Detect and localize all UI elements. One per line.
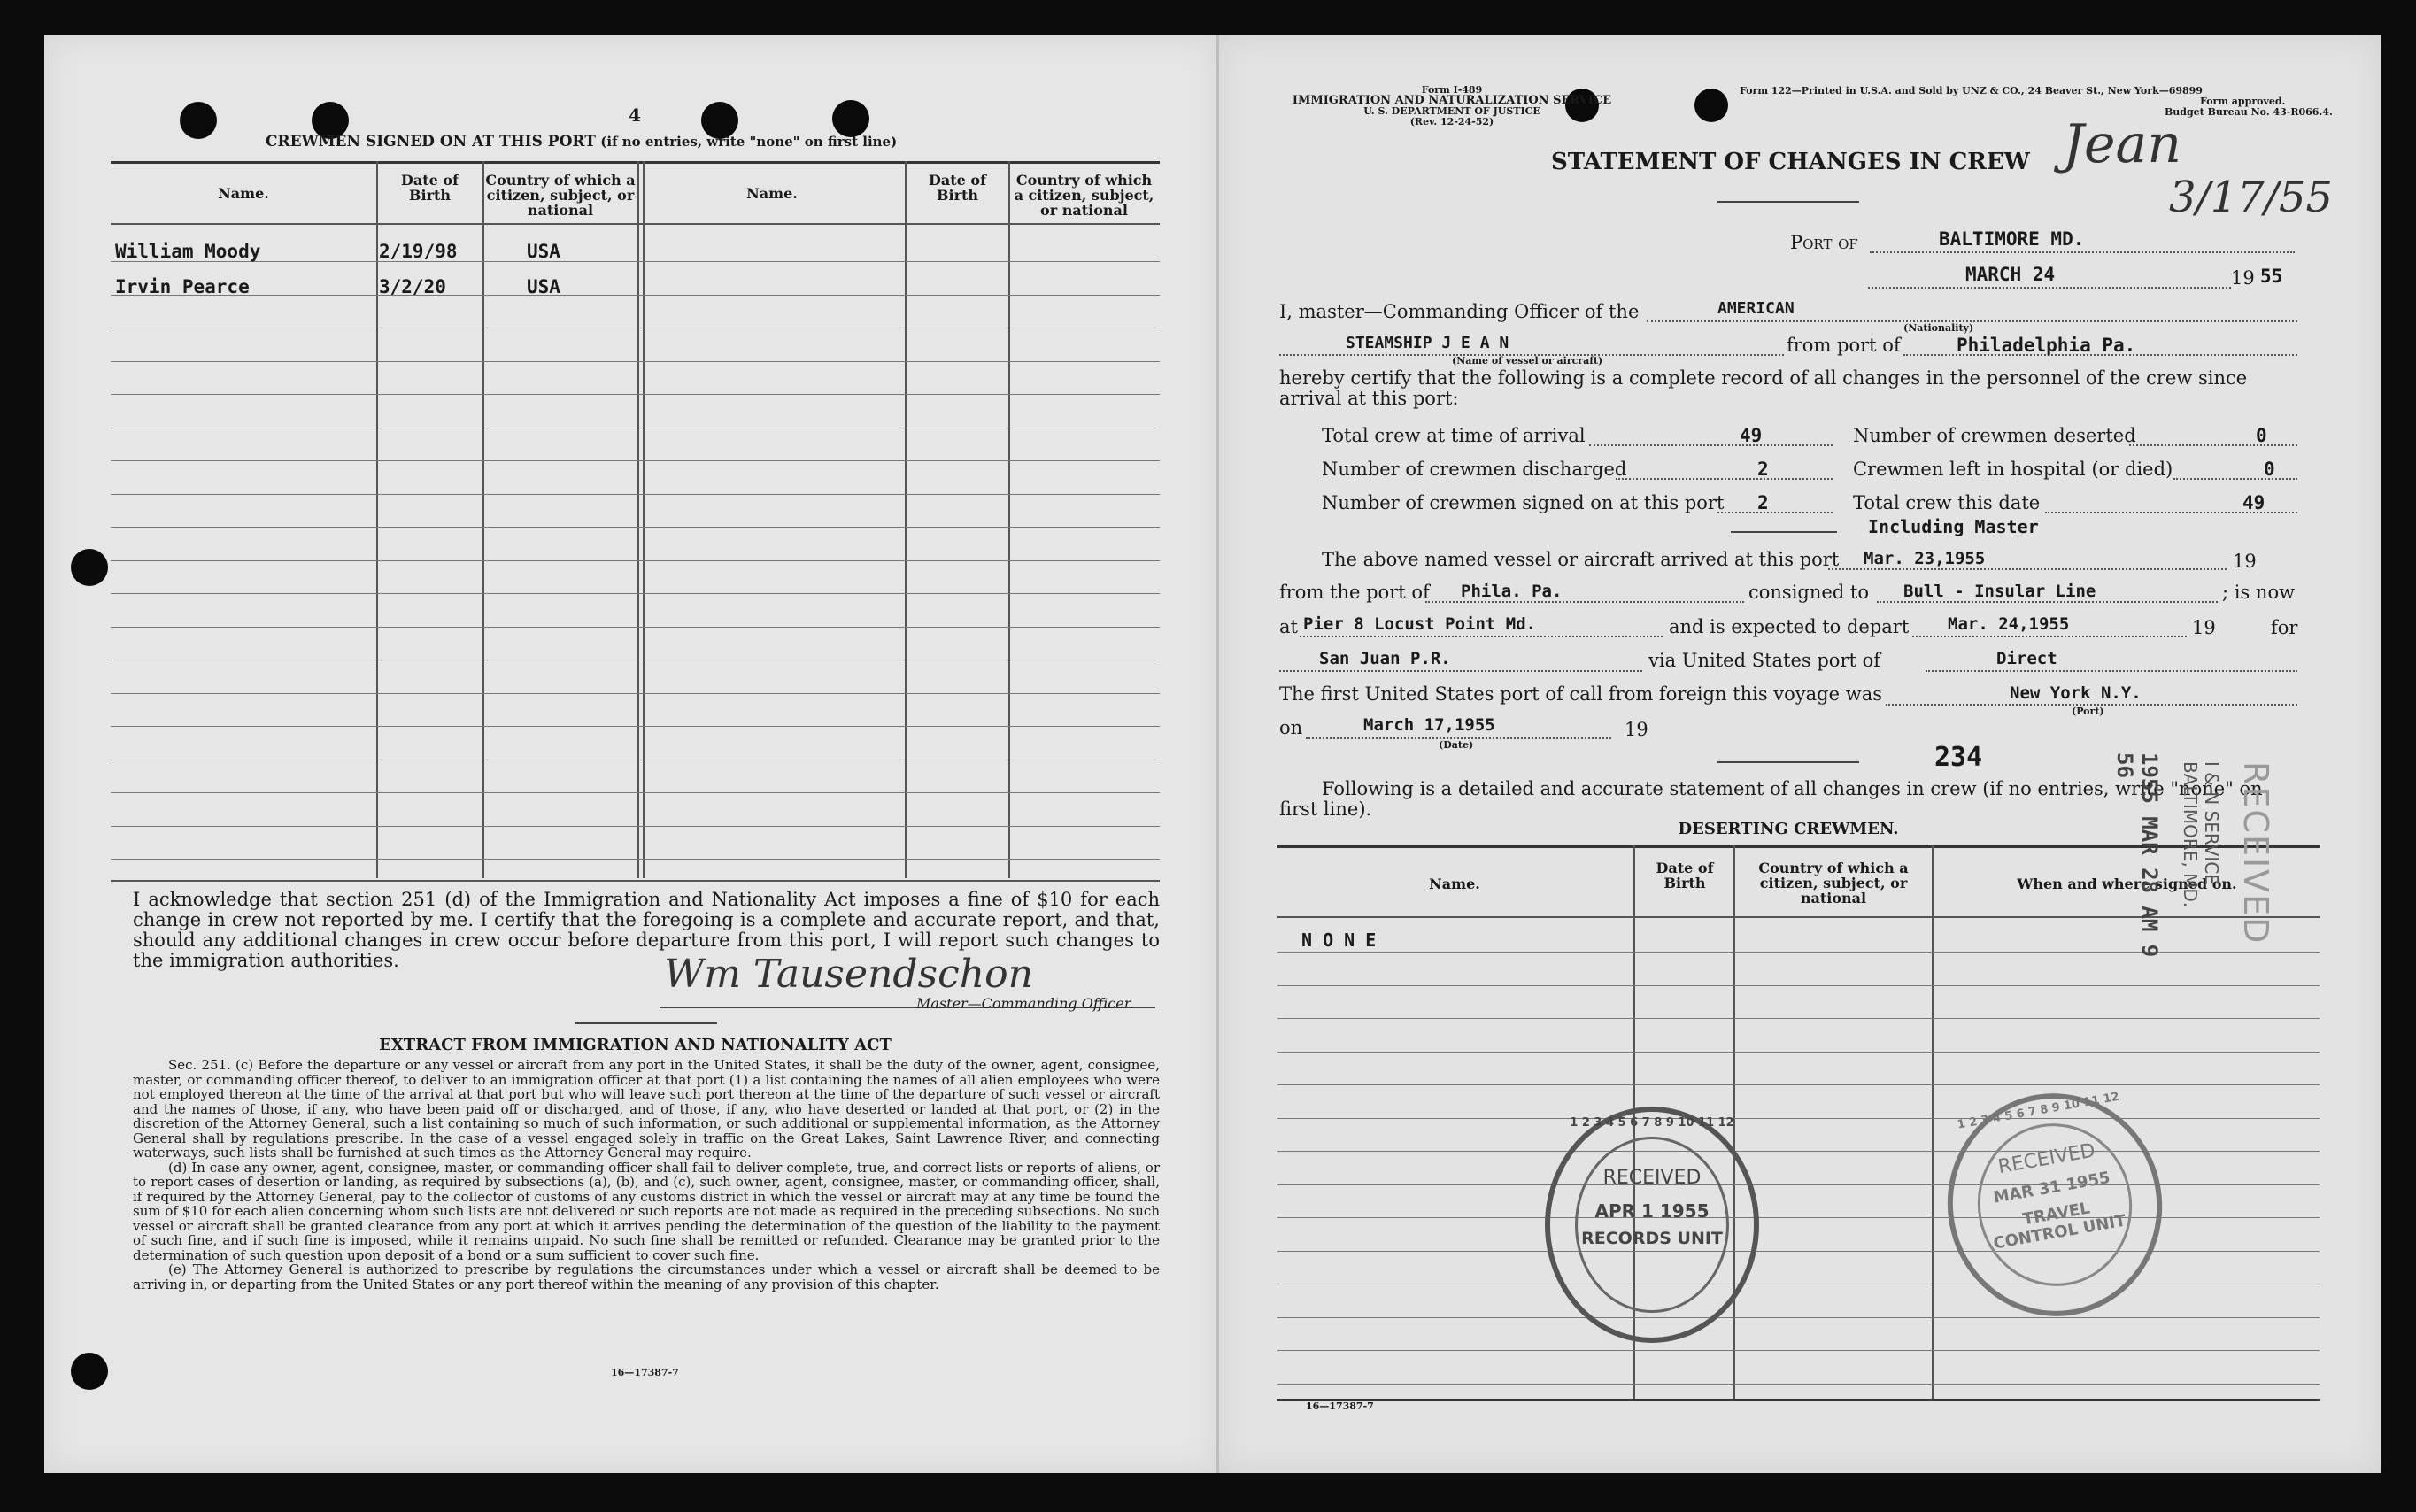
from-port-value: Philadelphia Pa. (1957, 335, 2136, 356)
year-prefix-arrived: 19 (2233, 551, 2257, 572)
including-master: Including Master (1868, 516, 2039, 537)
crewman-dob: 3/2/20 (379, 276, 446, 297)
via-value: Direct (1996, 649, 2057, 668)
year-value: 55 (2260, 266, 2283, 287)
footer-code-right: 16—17387-7 (1306, 1400, 1374, 1412)
received-vertical-stamp: 1955 MAR 28 AM 9 56 I & N SERVICE BALTIMORE, MD. RECEIVED (2112, 752, 2275, 958)
fill-line (1926, 670, 2297, 672)
fill-line (1868, 287, 2231, 289)
handwritten-name: Jean (2063, 113, 2181, 175)
first-port-value: New York N.Y. (2010, 683, 2142, 703)
extract-title: EXTRACT FROM IMMIGRATION AND NATIONALITY ACT (379, 1036, 892, 1054)
vessel-value: STEAMSHIP J E A N (1346, 334, 1509, 352)
total-date-value: 49 (2242, 492, 2265, 513)
records-unit-stamp: 1 2 3 4 5 6 7 8 9 10 11 12 RECEIVED APR 1 1955 RECORDS UNIT (1545, 1107, 1759, 1343)
title-underline (1717, 201, 1859, 203)
section-divider (575, 1022, 717, 1024)
deserting-header-name: Name. (1429, 876, 1480, 892)
acknowledgement-text: I acknowledge that section 251 (d) of the Immigration and Nationality Act imposes a fine of $10 for each change in crew not reported by me. I certify that the foregoing is a complete and accurate report, and that, should any additional changes in crew occur before departure from this port, I will report such changes to the immigration authorities. (133, 889, 1160, 971)
port-value: BALTIMORE MD. (1939, 228, 2085, 250)
discharged-label: Number of crewmen discharged (1322, 459, 1627, 480)
form-title: STATEMENT OF CHANGES IN CREW (1551, 149, 2030, 175)
fill-line (1870, 251, 2295, 253)
table-row-rule (1277, 1084, 2320, 1085)
port-label: Port of (1790, 232, 1858, 253)
column-header-name-2: Name. (746, 185, 798, 202)
crewman-name: Irvin Pearce (115, 276, 250, 297)
certify-text: hereby certify that the following is a complete record of all changes in the personnel of the crew since arrival at this port: (1279, 367, 2248, 409)
signature-caption: Master—Commanding Officer. (916, 995, 1134, 1012)
punch-hole (71, 549, 108, 586)
via-label: via United States port of (1648, 650, 1881, 671)
table-row-rule (1277, 1350, 2320, 1351)
table-row-rule (1277, 1217, 2320, 1218)
fill-line (1425, 601, 1744, 603)
total-arrival-value: 49 (1740, 425, 1763, 446)
for-label: for (2271, 617, 2298, 638)
travel-control-stamp: 1 2 3 4 5 6 7 8 9 10 11 12 RECEIVED MAR 31 1955 TRAVEL CONTROL UNIT (1930, 1076, 2180, 1333)
fill-line (1828, 568, 2227, 570)
table-row-rule (1277, 1251, 2320, 1252)
arrived-label: The above named vessel or aircraft arrived at this port (1322, 549, 1840, 570)
first-port-label: The first United States port of call from foreign this voyage was (1279, 683, 1883, 705)
signed-on-label: Number of crewmen signed on at this port (1322, 492, 1725, 513)
total-arrival-label: Total crew at time of arrival (1322, 425, 1586, 446)
table-row-rule (111, 460, 1160, 461)
number-234: 234 (1934, 742, 1983, 773)
extract-paragraph: Sec. 251. (c) Before the departure or any vessel or aircraft from any port in the United States, it shall be the duty of the owner, agent, consignee, master, or commanding officer thereof, to deliver to an immigration officer at that port (1) a list containing the names of all alien employees who were not employed thereon at the time of the arrival at that port but who will leave such port thereon at the time of the departure of such vessel or aircraft and the names of those, if any, who have been paid off or discharged, and of those, if any, who have deserted or landed at that port, or (2) in the discretion of the Attorney General, such a list containing so much of such information, or such additional or supplemental information, as the Attorney General shall by regulations prescribe. In the case of a vessel engaged solely in traffic on the Great Lakes, Saint Lawrence River, and connecting waterways, such lists shall be furnished at such times as the Attorney General may require. (133, 1057, 1160, 1161)
handwritten-date: 3/17/55 (2169, 173, 2334, 222)
table-row-rule (111, 726, 1160, 727)
crewman-country: USA (527, 276, 560, 297)
fill-line (2129, 444, 2297, 446)
table-row-rule (111, 826, 1160, 827)
crewman-name: William Moody (115, 241, 261, 262)
fill-line (1300, 636, 1663, 637)
master-text: I, master—Commanding Officer of the (1279, 301, 1640, 322)
crewman-country: USA (527, 241, 560, 262)
extract-paragraph: (e) The Attorney General is authorized to prescribe by regulations the circumstances under which a vessel or aircraft shall be deemed to be arriving in, or departing from the United States or any port thereof within the meaning of any provision of this chapter. (133, 1261, 1160, 1292)
fill-line (1877, 601, 2218, 603)
arrived-value: Mar. 23,1955 (1864, 549, 1986, 568)
consigned-label: consigned to (1748, 582, 1870, 603)
column-divider (1008, 161, 1010, 878)
date-value: MARCH 24 (1965, 264, 2056, 285)
punch-hole (1694, 89, 1728, 122)
deserting-none-entry: N O N E (1301, 930, 1377, 951)
fill-line (2173, 478, 2297, 480)
signed-on-value: 2 (1757, 492, 1769, 513)
port-caption: (Port) (2072, 706, 2104, 717)
fill-line (1717, 512, 1833, 513)
table-row-rule (111, 560, 1160, 561)
from-port-label: from port of (1787, 335, 1901, 356)
table-row-rule (1277, 1184, 2320, 1185)
column-divider (376, 161, 378, 878)
punch-hole (71, 1353, 108, 1390)
table-row-rule (111, 693, 1160, 694)
vessel-caption: (Name of vessel or aircraft) (1452, 355, 1603, 366)
footer-code: 16—17387-7 (611, 1367, 679, 1378)
discharged-value: 2 (1757, 459, 1769, 480)
fill-line (1912, 636, 2187, 637)
year-prefix: 19 (2231, 267, 2255, 289)
consigned-value: Bull - Insular Line (1903, 582, 2096, 601)
from-the-port-label: from the port of (1279, 582, 1430, 603)
hospital-label: Crewmen left in hospital (or died) (1853, 459, 2173, 480)
on-value: March 17,1955 (1363, 715, 1495, 735)
table-row-rule (1277, 1151, 2320, 1152)
table-row-rule (111, 261, 1160, 262)
date-caption: (Date) (1439, 739, 1474, 751)
nationality-value: AMERICAN (1717, 299, 1795, 318)
table-row-rule (111, 792, 1160, 793)
punch-hole (180, 102, 217, 139)
column-divider (905, 161, 907, 878)
column-divider (482, 161, 484, 878)
year-prefix-depart: 19 (2192, 617, 2216, 638)
punch-hole (832, 100, 869, 137)
extract-body (133, 1058, 1160, 1292)
on-label: on (1279, 717, 1303, 738)
deserting-header-country: Country of which a citizen, subject, or national (1758, 860, 1909, 906)
stats-rule (1731, 531, 1837, 533)
is-now-label: ; is now (2222, 582, 2296, 603)
expected-value: Mar. 24,1955 (1948, 614, 2070, 634)
table-row-rule (111, 295, 1160, 296)
header-rule (111, 223, 1160, 225)
table-row-rule (111, 593, 1160, 594)
column-header-dob: Date of Birth (401, 172, 459, 204)
column-header-country-2: Country of which a citizen, subject, or national (1014, 172, 1154, 219)
fill-line (1279, 670, 1642, 672)
following-text: Following is a detailed and accurate statement of all changes in crew (if no entries, write "none" on first line). (1279, 778, 2263, 820)
table-row-rule (111, 627, 1160, 628)
table-row-rule (111, 361, 1160, 362)
fill-line (1589, 444, 1833, 446)
table-row-rule (1277, 1018, 2320, 1019)
hospital-value: 0 (2264, 459, 2275, 480)
expected-label: and is expected to depart (1669, 616, 1910, 637)
table-row-rule (1277, 1118, 2320, 1119)
total-date-label: Total crew this date (1853, 492, 2041, 513)
table-bottom-rule (111, 880, 1160, 882)
at-value: Pier 8 Locust Point Md. (1303, 614, 1537, 634)
column-header-name: Name. (218, 185, 269, 202)
column-divider (637, 161, 639, 878)
deserting-header-dob: Date of Birth (1656, 860, 1714, 891)
at-label: at (1279, 616, 1298, 637)
table-row-rule (1277, 1384, 2320, 1385)
extract-paragraph: (d) In case any owner, agent, consignee, master, or commanding officer shall fail to deliver complete, true, and correct lists or reports of aliens, or to report cases of desertion or landing, as required by subsections (a), (b), and (c), such owner, agent, consignee, master, or commanding officer, shall, if required by the Attorney General, pay to the collector of customs of any customs district in which the vessel or aircraft may at any time be found the sum of $10 for each alien concerning whom such lists are not delivered or such reports are not made as required in the preceding subsections. No such vessel or aircraft shall be granted clearance from any port at which it arrives pending the determination of the question of the liability to the payment of such fine, and if such fine is imposed, while it remains unpaid. No such fine shall be remitted or refunded. Clearance may be granted prior to the determination of such question upon deposit of a bond or a sum sufficient to cover such fine. (133, 1159, 1160, 1263)
column-header-dob-2: Date of Birth (929, 172, 986, 204)
fill-line (1616, 478, 1833, 480)
table-row-rule (111, 494, 1160, 495)
mid-rule (1717, 761, 1859, 763)
table-row-rule (111, 394, 1160, 395)
table-top-rule (111, 161, 1160, 164)
destination-value: San Juan P.R. (1319, 649, 1451, 668)
table-row-rule (111, 859, 1160, 860)
deserted-value: 0 (2256, 425, 2267, 446)
section-title: CREWMEN SIGNED ON AT THIS PORT (if no entries, write "none" on first line) (266, 133, 898, 150)
page-number: 4 (629, 104, 641, 126)
master-signature: Wm Tausendschon (664, 952, 1033, 997)
deserting-header-when: When and where signed on. (2017, 876, 2237, 892)
year-prefix-on: 19 (1625, 719, 1648, 740)
deserting-title: DESERTING CREWMEN. (1678, 820, 1899, 838)
column-header-country: Country of which a citizen, subject, or national (485, 172, 636, 219)
page-fold (1216, 35, 1219, 1473)
table-row-rule (111, 527, 1160, 528)
column-divider (643, 161, 645, 878)
column-divider (1932, 845, 1934, 1399)
deserted-label: Number of crewmen deserted (1853, 425, 2136, 446)
from-the-port-value: Phila. Pa. (1461, 582, 1563, 601)
table-row-rule (1277, 1317, 2320, 1318)
table-row-rule (1277, 1052, 2320, 1053)
form-header-right: Form 122—Printed in U.S.A. and Sold by UNZ & CO., 24 Beaver St., New York—69899 Form approved. Budget Bureau No. 43-R066.4. (1740, 85, 2333, 118)
nationality-caption: (Nationality) (1903, 322, 1974, 334)
deserting-bottom-rule (1277, 1399, 2320, 1401)
crewman-dob: 2/19/98 (379, 241, 458, 262)
form-header-left: Form I-489 IMMIGRATION AND NATURALIZATION SERVICE U. S. DEPARTMENT OF JUSTICE (Rev. 12-24-52) (1292, 84, 1612, 127)
